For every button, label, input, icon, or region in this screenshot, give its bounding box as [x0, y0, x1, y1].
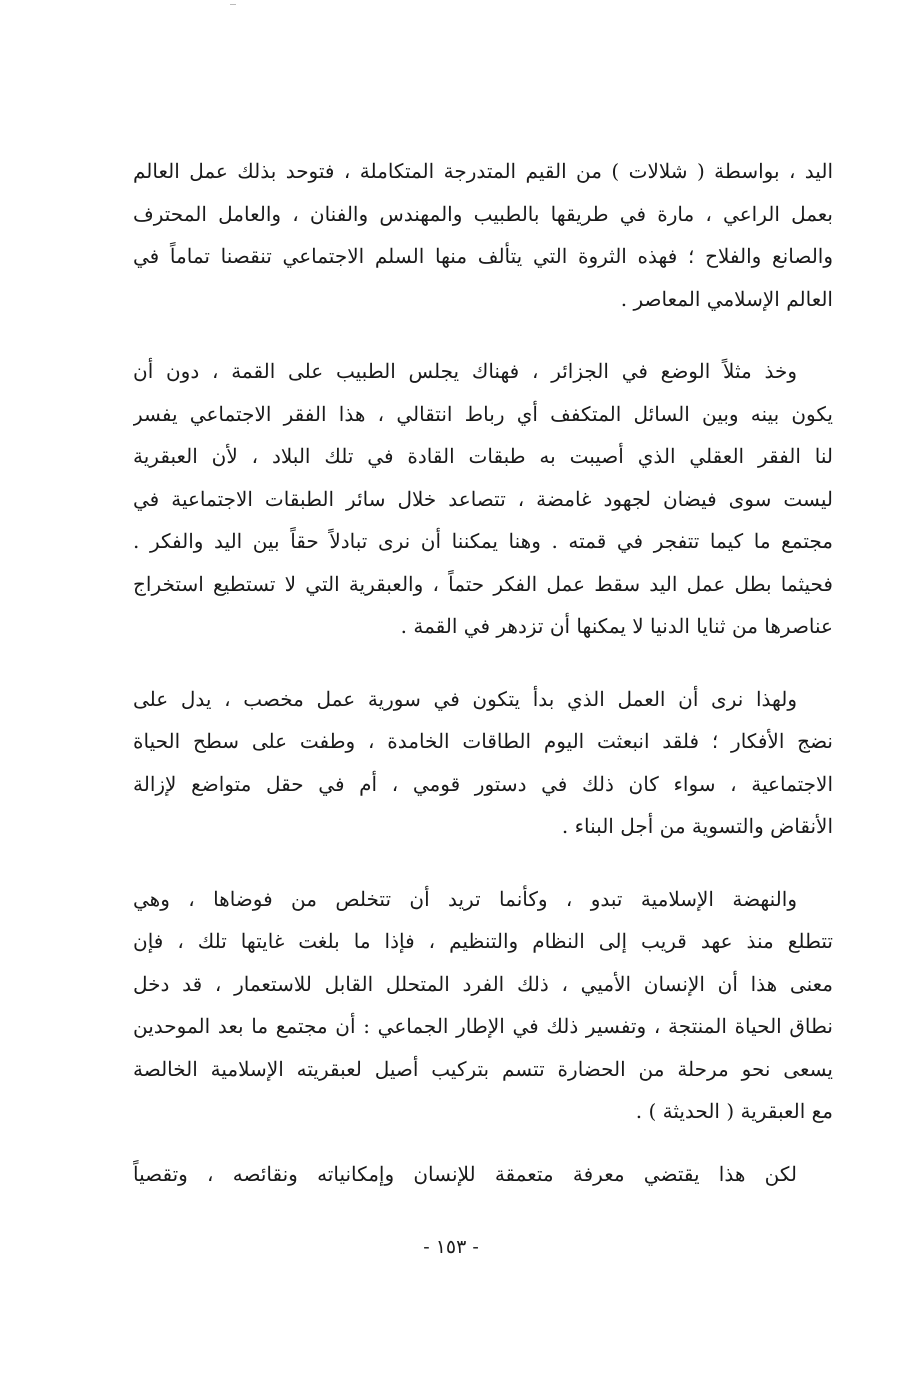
- text-line: لكن هذا يقتضي معرفة متعمقة للإنسان وإمكانياته ونقائصه ، وتقصياً: [133, 1161, 797, 1186]
- text-line: والصانع والفلاح ؛ فهذه الثروة التي يتألف منها السلم الاجتماعي تنقصنا تماماً في: [133, 244, 833, 268]
- paragraph-4: [133, 878, 833, 1133]
- text-line: مع العبقرية ( الحديثة ) .: [635, 1099, 833, 1123]
- text-line: العالم الإسلامي المعاصر .: [620, 286, 833, 311]
- text-line: مجتمع ما كيما تتفجر في قمته . وهنا يمكننا أن نرى تبادلاً حقاً بين اليد والفكر .: [133, 529, 833, 553]
- text-line: لنا الفقر العقلي الذي أصيبت به طبقات القادة في تلك البلاد ، لأن العبقرية: [133, 444, 833, 468]
- text-line: وخذ مثلاً الوضع في الجزائر ، فهناك يجلس الطبيب على القمة ، دون أن: [133, 359, 797, 383]
- text-line: نضج الأفكار ؛ فلقد انبعثت اليوم الطاقات الخامدة ، وطفت على سطح الحياة: [133, 729, 833, 753]
- text-line: يسعى نحو مرحلة من الحضارة تتسم بتركيب أصيل لعبقريته الإسلامية الخالصة: [133, 1056, 833, 1081]
- scan-mark: [230, 4, 236, 5]
- text-line: تتطلع منذ عهد قريب إلى النظام والتنظيم ، فإذا ما بلغت غايتها تلك ، فإن: [133, 929, 833, 953]
- page-number: - ١٥٣ -: [423, 1236, 479, 1258]
- paragraph-3: [133, 678, 833, 848]
- text-line: اليد ، بواسطة ( شلالات ) من القيم المتدرجة المتكاملة ، فتوحد بذلك عمل العالم: [133, 159, 833, 183]
- text-line: الأنقاض والتسوية من أجل البناء .: [561, 814, 833, 838]
- paragraph-2: [133, 350, 833, 648]
- paragraph-gap: [133, 848, 833, 878]
- page-body: [133, 150, 833, 1195]
- paragraph-gap: [133, 1133, 833, 1153]
- text-line: يكون بينه وبين السائل المتكفف أي رباط انتقالي ، هذا الفقر الاجتماعي يفسر: [133, 401, 833, 426]
- paragraph-gap: [133, 648, 833, 678]
- text-line: ولهذا نرى أن العمل الذي بدأ يتكون في سورية عمل مخصب ، يدل على: [133, 686, 797, 711]
- text-line: الاجتماعية ، سواء كان ذلك في دستور قومي ، أم في حقل متواضع لإزالة: [133, 771, 833, 796]
- paragraph-5: [133, 1153, 833, 1196]
- text-line: عناصرها من ثنايا الدنيا لا يمكنها أن تزدهر في القمة .: [400, 614, 833, 638]
- text-line: ليست سوى فيضان لجهود غامضة ، تتصاعد خلال سائر الطبقات الاجتماعية في: [133, 486, 833, 511]
- text-line: والنهضة الإسلامية تبدو ، وكأنما تريد أن تتخلص من فوضاها ، وهي: [133, 886, 797, 911]
- paragraph-gap: [133, 320, 833, 350]
- text-line: بعمل الراعي ، مارة في طريقها بالطبيب والمهندس والفنان ، والعامل المحترف: [133, 201, 833, 226]
- paragraph-1: [133, 150, 833, 320]
- text-line: نطاق الحياة المنتجة ، وتفسير ذلك في الإطار الجماعي : أن مجتمع ما بعد الموحدين: [133, 1014, 833, 1038]
- text-line: فحيثما بطل عمل اليد سقط عمل الفكر حتماً ، والعبقرية التي لا تستطيع استخراج: [133, 571, 833, 596]
- text-line: معنى هذا أن الإنسان الأميي ، ذلك الفرد المتحلل القابل للاستعمار ، قد دخل: [133, 971, 833, 996]
